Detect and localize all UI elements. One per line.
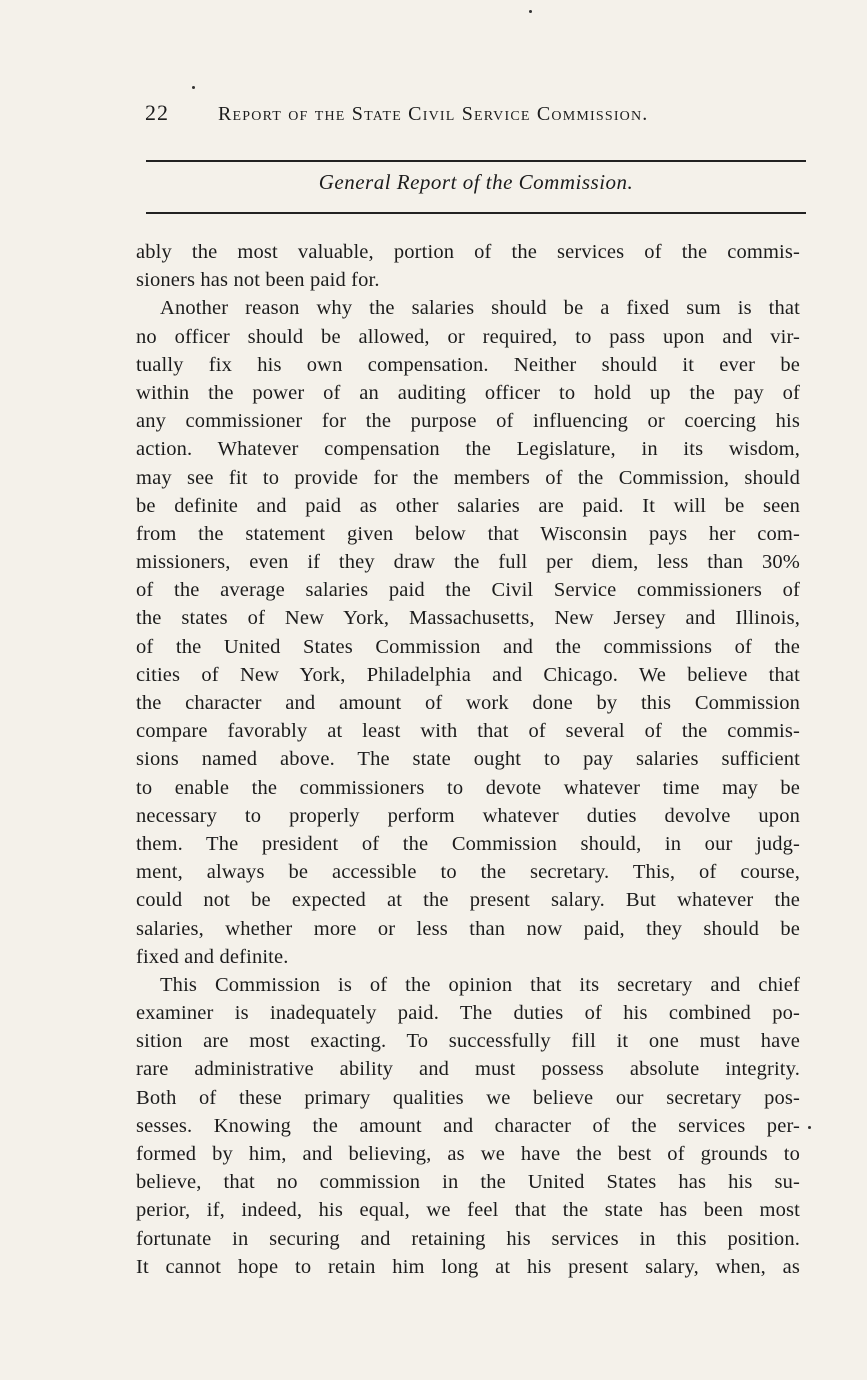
text-line: of the United States Commission and the commissions of the	[136, 635, 800, 658]
text-line: cities of New York, Philadelphia and Chicago. We believe that	[136, 663, 800, 686]
text-line: fixed and definite.	[136, 945, 289, 968]
text-line: no officer should be allowed, or required, to pass upon and vir-	[136, 325, 800, 348]
text-line: This Commission is of the opinion that its secretary and chief	[160, 973, 800, 996]
text-line: fortunate in securing and retaining his services in this position.	[136, 1227, 800, 1250]
text-line: sions named above. The state ought to pay salaries sufficient	[136, 748, 800, 771]
text-line: of the average salaries paid the Civil Service commissioners of	[136, 579, 800, 602]
print-speck	[808, 1126, 811, 1129]
section-title: General Report of the Commission.	[318, 170, 634, 194]
text-line: ably the most valuable, portion of the services of the commis-	[136, 241, 800, 263]
text-line: examiner is inadequately paid. The duties of his combined po-	[136, 1002, 800, 1025]
text-line: tually fix his own compensation. Neither should it ever be	[136, 353, 800, 376]
text-line: It cannot hope to retain him long at his present salary, when, as	[136, 1255, 800, 1278]
running-head: Report of the State Civil Service Commission.	[218, 103, 649, 125]
text-line: perior, if, indeed, his equal, we feel that the state has been most	[136, 1199, 800, 1222]
text-line: Another reason why the salaries should be a fixed sum is that	[160, 297, 800, 320]
text-line: formed by him, and believing, as we have the best of grounds to	[136, 1143, 800, 1165]
text-line: within the power of an auditing officer to hold up the pay of	[136, 381, 800, 404]
text-line: the states of New York, Massachusetts, New Jersey and Illinois,	[136, 607, 800, 630]
text-line: salaries, whether more or less than now paid, they should be	[136, 917, 800, 940]
text-line: necessary to properly perform whatever duties devolve upon	[136, 804, 800, 827]
page-number: 22	[145, 100, 169, 125]
text-line: may see fit to provide for the members of the Commission, should	[136, 466, 800, 489]
text-line: could not be expected at the present salary. But whatever the	[136, 889, 800, 912]
print-speck	[192, 86, 195, 89]
text-line: from the statement given below that Wisconsin pays her com-	[136, 522, 800, 545]
text-line: missioners, even if they draw the full per diem, less than 30%	[136, 551, 800, 574]
text-line: be definite and paid as other salaries are paid. It will be seen	[136, 494, 800, 517]
text-line: believe, that no commission in the United States has his su-	[136, 1171, 800, 1194]
header-rule-top	[146, 160, 806, 162]
text-line: sesses. Knowing the amount and character of the services per-	[136, 1114, 800, 1137]
text-line: compare favorably at least with that of several of the commis-	[136, 720, 800, 743]
text-line: sition are most exacting. To successfully fill it one must have	[136, 1030, 800, 1053]
text-line: Both of these primary qualities we believe our secretary pos-	[136, 1086, 800, 1109]
text-line: rare administrative ability and must possess absolute integrity.	[136, 1058, 800, 1081]
text-line: ment, always be accessible to the secretary. This, of course,	[136, 861, 800, 884]
text-line: the character and amount of work done by this Commission	[136, 692, 800, 714]
body-text	[136, 238, 800, 1281]
text-line: any commissioner for the purpose of influencing or coercing his	[136, 410, 800, 433]
text-line: action. Whatever compensation the Legislature, in its wisdom,	[136, 438, 800, 461]
header-rule-bottom	[146, 212, 806, 214]
text-line: to enable the commissioners to devote whatever time may be	[136, 776, 800, 799]
text-line: sioners has not been paid for.	[136, 269, 380, 292]
text-line: them. The president of the Commission should, in our judg-	[136, 832, 800, 855]
print-speck	[529, 10, 532, 13]
